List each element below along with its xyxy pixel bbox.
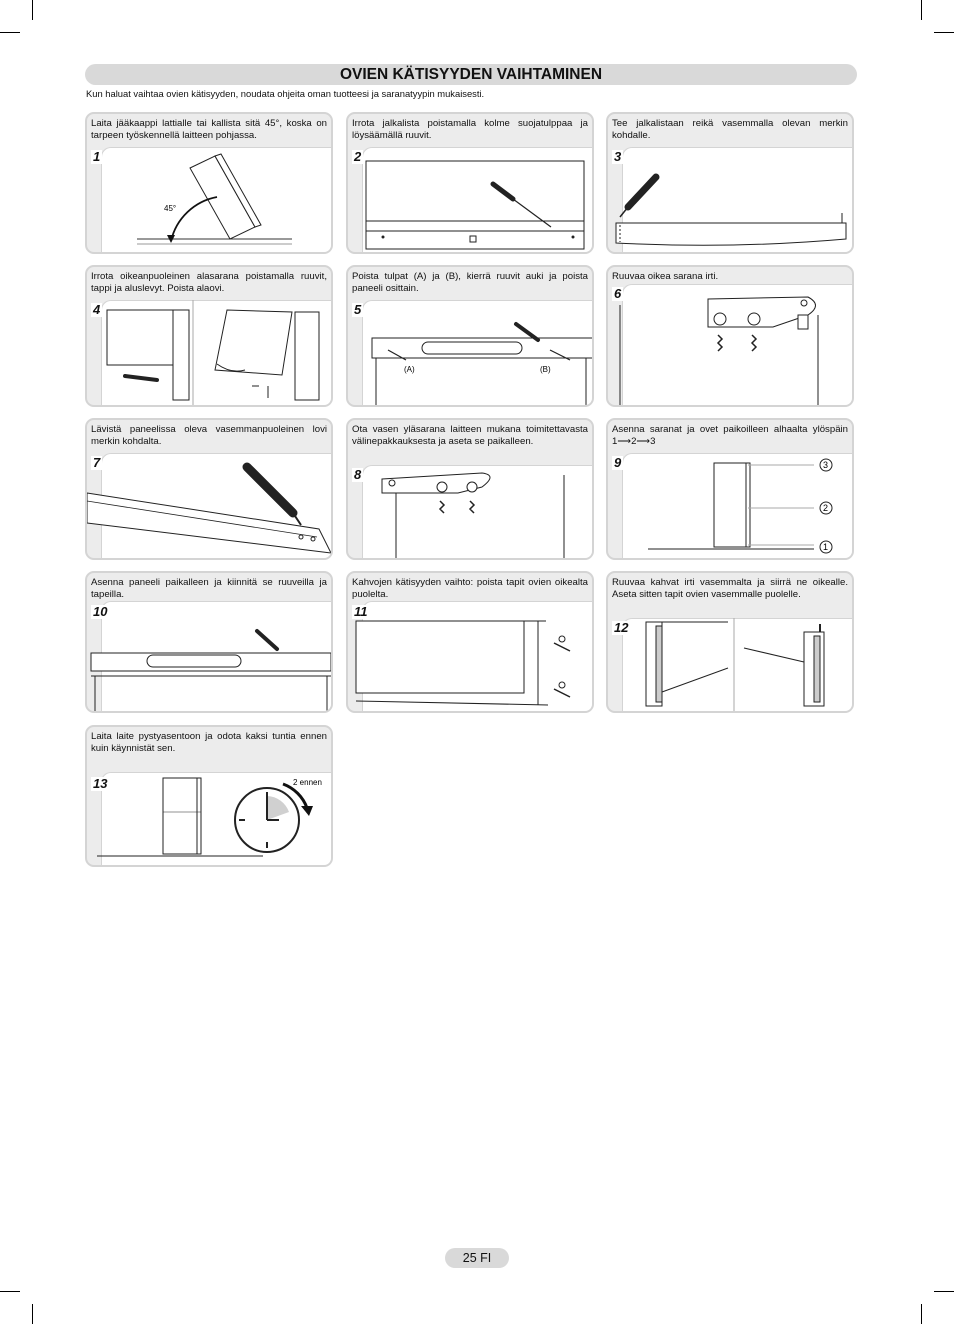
- crop-mark: [32, 1304, 33, 1324]
- crop-mark: [32, 0, 33, 20]
- step-card-3: [606, 112, 854, 254]
- step-text: Kahvojen kätisyyden vaihto: poista tapit ovien oikealta puolelta.: [352, 577, 588, 601]
- step-text: Asenna saranat ja ovet paikoilleen alhaalta ylöspäin 1⟶2⟶3: [612, 424, 848, 448]
- step-card-7: [85, 418, 333, 560]
- plug-b-label: (B): [540, 365, 551, 374]
- step-text: Laita laite pystyasentoon ja odota kaksi tuntia ennen kuin käynnistät sen.: [91, 731, 327, 755]
- page-number: 25 FI: [445, 1248, 509, 1268]
- step-card-1: [85, 112, 333, 254]
- step-card-8: [346, 418, 594, 560]
- step-number: 13: [93, 776, 108, 791]
- step-number: 9: [614, 455, 622, 470]
- step-text: Asenna paneeli paikalleen ja kiinnitä se ruuveilla ja tapeilla.: [91, 577, 327, 601]
- wait-label: 2 ennen: [293, 778, 322, 787]
- step-number: 2: [354, 149, 362, 164]
- crop-mark: [0, 32, 20, 33]
- move-handles-illustration: [608, 618, 852, 711]
- step-card-2: [346, 112, 594, 254]
- step-number: 3: [614, 149, 622, 164]
- step-number: 6: [614, 286, 622, 301]
- step-card-4: [85, 265, 333, 407]
- remove-hinge-illustration: [87, 300, 331, 405]
- hinge-3-label: 3: [823, 460, 829, 470]
- crop-mark: [921, 1304, 922, 1324]
- step-card-6: [606, 265, 854, 407]
- step-card-11: [346, 571, 594, 713]
- step-number: 8: [354, 467, 362, 482]
- crop-mark: [934, 1291, 954, 1292]
- step-text: Poista tulpat (A) ja (B), kierrä ruuvit auki ja poista paneeli osittain.: [352, 271, 588, 295]
- step-number: 12: [614, 620, 629, 635]
- remove-panel-illustration: [348, 300, 592, 405]
- fit-hinge-illustration: [348, 465, 592, 558]
- step-number: 7: [93, 455, 101, 470]
- step-text: Tee jalkalistaan reikä vasemmalla olevan merkin kohdalle.: [612, 118, 848, 142]
- step-text: Irrota oikeanpuoleinen alasarana poistamalla ruuvit, tappi ja aluslevyt. Poista alaovi.: [91, 271, 327, 295]
- intro-text: Kun haluat vaihtaa ovien kätisyyden, noudata ohjeita oman tuotteesi ja saranatyypin mukaisesti.: [86, 88, 485, 99]
- step-card-13: [85, 725, 333, 867]
- step-card-10: [85, 571, 333, 713]
- remove-pins-illustration: [348, 601, 592, 711]
- step-text: Ota vasen yläsarana laitteen mukana toimitettavasta välinepakkauksesta ja aseta se paikalleen.: [352, 424, 588, 448]
- unscrew-hinge-illustration: [608, 285, 852, 405]
- refit-panel-illustration: [87, 601, 331, 711]
- step-text: Ruuvaa kahvat irti vasemmalta ja siirrä ne oikealle. Aseta sitten tapit ovien vasemmalle puolelle.: [612, 577, 848, 601]
- step-number: 4: [93, 302, 101, 317]
- hinge-1-label: 1: [823, 542, 829, 552]
- tilt-fridge-illustration: [87, 147, 331, 252]
- angle-label: 45°: [164, 204, 177, 213]
- punch-plinth-illustration: [608, 147, 852, 252]
- plug-a-label: (A): [404, 365, 415, 374]
- step-text: Irrota jalkalista poistamalla kolme suojatulppaa ja löysäämällä ruuvit.: [352, 118, 588, 142]
- punch-panel-illustration: [87, 453, 331, 558]
- crop-mark: [934, 32, 954, 33]
- crop-mark: [921, 0, 922, 20]
- step-number: 5: [354, 302, 362, 317]
- remove-plinth-illustration: [348, 147, 592, 252]
- step-text: Lävistä paneelissa oleva vasemmanpuoleinen lovi merkin kohdalta.: [91, 424, 327, 448]
- crop-mark: [0, 1291, 20, 1292]
- page-title: OVIEN KÄTISYYDEN VAIHTAMINEN: [85, 64, 857, 85]
- step-card-12: [606, 571, 854, 713]
- step-number: 10: [93, 604, 108, 619]
- upright-wait-illustration: [87, 772, 331, 865]
- step-card-9: [606, 418, 854, 560]
- step-text: Ruuvaa oikea sarana irti.: [612, 271, 719, 282]
- step-text: Laita jääkaappi lattialle tai kallista sitä 45°, koska on tarpeen työskennellä laitteen pohjassa.: [91, 118, 327, 142]
- step-number: 1: [93, 149, 101, 164]
- hinge-2-label: 2: [823, 503, 829, 513]
- refit-doors-illustration: [608, 453, 852, 558]
- step-number: 11: [354, 604, 368, 619]
- step-card-5: [346, 265, 594, 407]
